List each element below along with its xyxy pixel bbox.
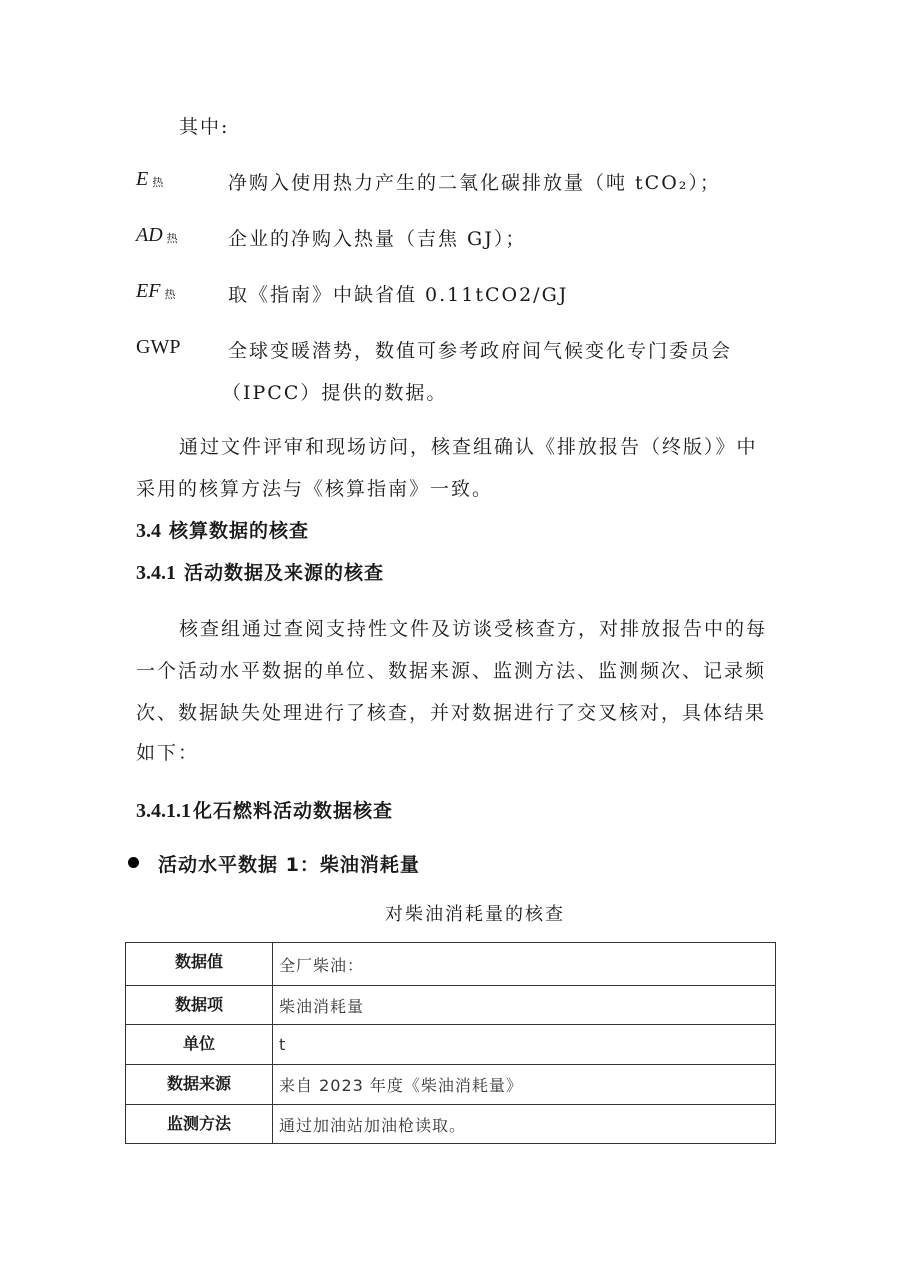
symbol-e: E <box>136 168 149 190</box>
symbol-e-heat <box>136 168 163 191</box>
section-3-4-title: 核算数据的核查 <box>169 520 310 542</box>
section-3-4-1-heading <box>136 558 384 585</box>
section-3-4-1-1-number: 3.4.1.1 <box>136 800 191 822</box>
symbol-ad-sub: 热 <box>166 232 178 245</box>
para2-line2: 一个活动水平数据的单位、数据来源、监测方法、监测频次、记录频 <box>136 660 767 682</box>
definition-gwp-text: 全球变暖潜势，数值可参考政府间气候变化专门委员会 <box>228 340 733 362</box>
symbol-gwp: GWP <box>136 336 181 358</box>
symbol-e-sub: 热 <box>152 176 164 189</box>
symbol-ef-heat <box>136 280 175 303</box>
table-row <box>126 1025 776 1065</box>
section-3-4-1-1-title: 化石燃料活动数据核查 <box>193 800 394 822</box>
definition-e-text: 净购入使用热力产生的二氧化碳排放量（吨 tCO₂）； <box>228 172 721 194</box>
para2-line3: 次、数据缺失处理进行了核查，并对数据进行了交叉核对，具体结果 <box>136 702 767 724</box>
bullet-icon <box>128 857 139 868</box>
bullet-item-text: 活动水平数据 1：柴油消耗量 <box>158 854 420 876</box>
symbol-ad: AD <box>136 224 163 246</box>
table-value-cell: 来自 2023 年度《柴油消耗量》 <box>273 1065 776 1105</box>
intro-text: 其中: <box>179 116 230 138</box>
table-row <box>126 986 776 1025</box>
table-key-cell: 数据值 <box>126 943 273 986</box>
table-value-cell: 全厂柴油： <box>273 943 776 986</box>
para1-line1: 通过文件评审和现场访问，核查组确认《排放报告（终版）》中 <box>179 436 758 458</box>
table-row <box>126 1065 776 1105</box>
para1-line2: 采用的核算方法与《核算指南》一致。 <box>136 478 494 500</box>
para2-line4: 如下： <box>136 742 200 764</box>
table-row <box>126 943 776 986</box>
table-caption: 对柴油消耗量的核查 <box>385 904 565 925</box>
section-3-4-1-number: 3.4.1 <box>136 562 176 584</box>
section-3-4-1-1-heading <box>136 796 393 823</box>
definition-ef-text: 取《指南》中缺省值 0.11tCO2/GJ <box>228 284 569 306</box>
table-key-cell: 监测方法 <box>126 1105 273 1144</box>
table-value-cell: t <box>273 1025 776 1065</box>
para2-line1: 核查组通过查阅支持性文件及访谈受核查方，对排放报告中的每 <box>179 618 768 640</box>
table-key-cell: 单位 <box>126 1025 273 1065</box>
table-key-cell: 数据来源 <box>126 1065 273 1105</box>
section-3-4-number: 3.4 <box>136 520 161 542</box>
definition-gwp-text-cont: （IPCC）提供的数据。 <box>222 382 448 404</box>
section-3-4-1-title: 活动数据及来源的核查 <box>184 562 385 584</box>
section-3-4-heading <box>136 516 309 543</box>
definition-ad-text: 企业的净购入热量（吉焦 GJ）； <box>228 228 527 250</box>
table-value-cell: 柴油消耗量 <box>273 986 776 1025</box>
diesel-check-table <box>125 942 776 1144</box>
table-key-cell: 数据项 <box>126 986 273 1025</box>
symbol-ef-sub: 热 <box>164 288 176 301</box>
table-row <box>126 1105 776 1144</box>
symbol-ad-heat <box>136 224 178 247</box>
symbol-ef: EF <box>136 280 161 302</box>
table-value-cell: 通过加油站加油枪读取。 <box>273 1105 776 1144</box>
